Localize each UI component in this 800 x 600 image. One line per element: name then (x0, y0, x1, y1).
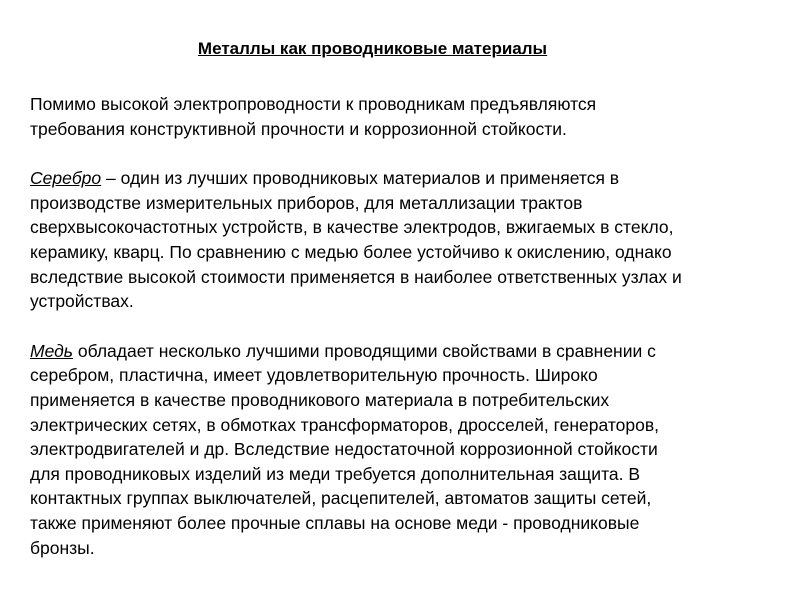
paragraph-gap (30, 141, 782, 166)
text-line: вследствие высокой стоимости применяется в наиболее ответственных узлах и (30, 266, 682, 287)
slide-body (30, 92, 782, 560)
slide-title: Металлы как проводниковые материалы (197, 39, 548, 58)
text-line: также применяют более прочные сплавы на основе меди - проводниковые (30, 512, 640, 533)
text-line: бронзы. (30, 537, 95, 558)
copper-term: Медь (30, 340, 73, 361)
text-line: электродвигателей и др. Вследствие недостаточной коррозионной стойкости (30, 439, 658, 460)
paragraph-gap (30, 314, 782, 339)
text-line (30, 339, 782, 364)
text-line: для проводниковых изделий из меди требуется дополнительная защита. В (30, 463, 641, 484)
text-line: производстве измерительных приборов, для металлизации трактов (30, 192, 583, 213)
text-line: сверхвысокочастотных устройств, в качестве электродов, вжигаемых в стекло, (30, 217, 674, 238)
text-line: серебром, пластична, имеет удовлетворительную прочность. Широко (30, 365, 598, 386)
text-line: применяется в качестве проводникового материала в потребительских (30, 389, 610, 410)
text-line: требования конструктивной прочности и коррозионной стойкости. (30, 118, 567, 139)
text-line: устройствах. (30, 291, 134, 312)
text-line: керамику, кварц. По сравнению с медью более устойчиво к окислению, однако (30, 241, 672, 262)
silver-paragraph (30, 166, 782, 314)
intro-paragraph (30, 92, 782, 141)
text-line: Помимо высокой электропроводности к проводникам предъявляются (30, 94, 597, 114)
copper-paragraph (30, 339, 782, 560)
text-line: электрических сетях, в обмотках трансформаторов, дросселей, генераторов, (30, 414, 660, 435)
text-fragment: обладает несколько лучшими проводящими свойствами в сравнении с (73, 340, 656, 361)
text-line (30, 166, 782, 191)
silver-term: Серебро (30, 168, 102, 189)
text-fragment: – один из лучших проводниковых материалов и применяется в (101, 168, 620, 189)
text-line: контактных группах выключателей, расцепителей, автоматов защиты сетей, (30, 488, 652, 509)
